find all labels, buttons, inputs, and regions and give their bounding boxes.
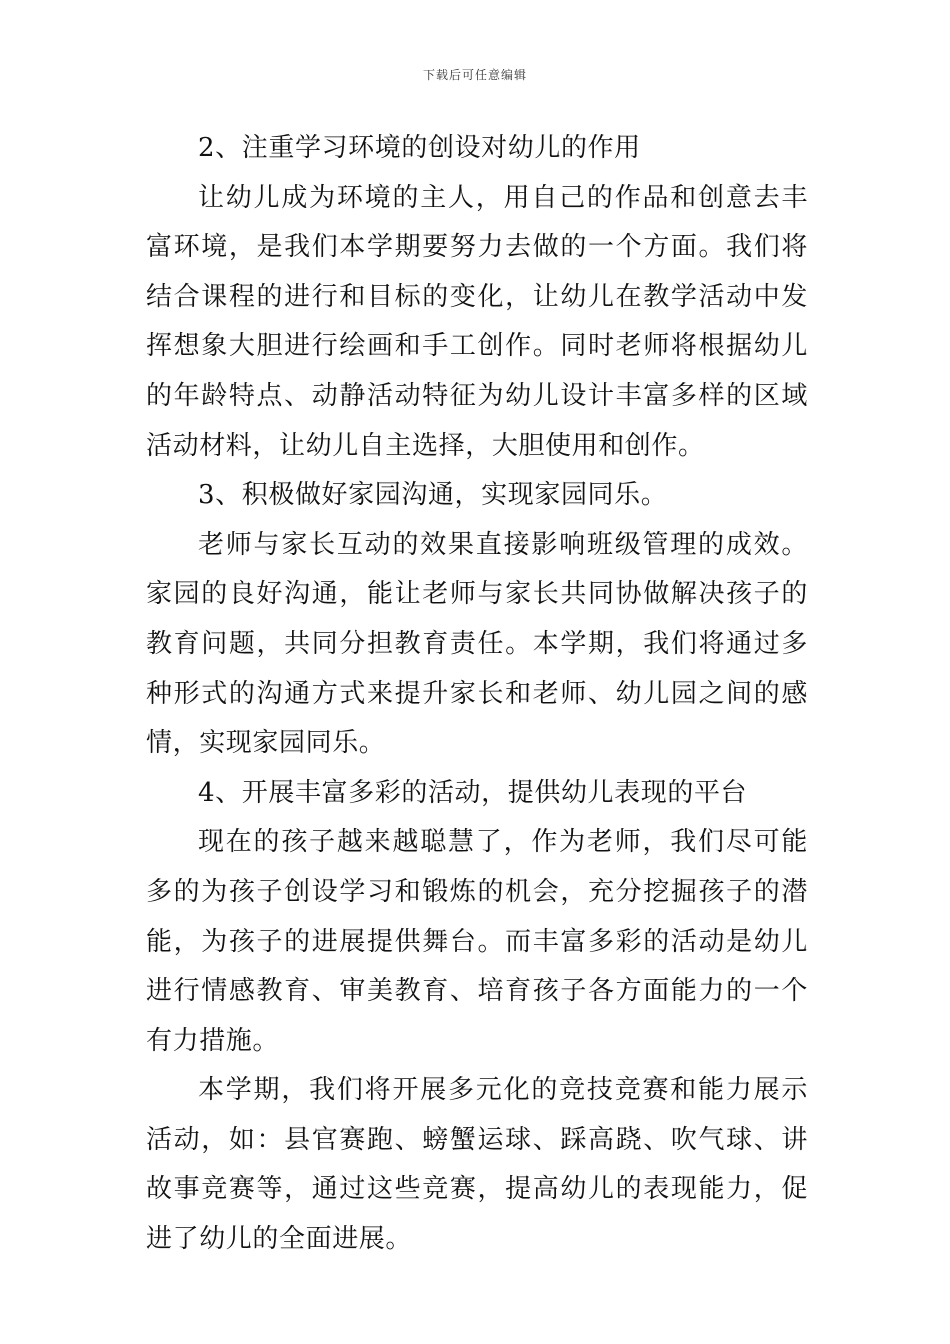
paragraph-home-school: 老师与家长互动的效果直接影响班级管理的成效。家园的良好沟通，能让老师与家长共同协做解决孩子的教育问题，共同分担教育责任。本学期，我们将通过多种形式的沟通方式来提升家长和老师、幼儿园之间的感情，实现家园同乐。 bbox=[146, 529, 808, 759]
document-body bbox=[146, 124, 808, 1265]
page-header: 下载后可任意编辑 bbox=[422, 68, 527, 82]
paragraph-activities: 现在的孩子越来越聪慧了，作为老师，我们尽可能多的为孩子创设学习和锻炼的机会，充分挖掘孩子的潜能，为孩子的进展提供舞台。而丰富多彩的活动是幼儿进行情感教育、审美教育、培育孩子各方面能力的一个有力措施。 bbox=[146, 827, 808, 1056]
paragraph-competitions: 本学期，我们将开展多元化的竞技竞赛和能力展示活动，如：县官赛跑、螃蟹运球、踩高跷、吹气球、讲故事竞赛等，通过这些竞赛，提高幼儿的表现能力，促进了幼儿的全面进展。 bbox=[146, 1075, 808, 1255]
section-heading-3: 3、积极做好家园沟通，实现家园同乐。 bbox=[198, 480, 668, 511]
section-heading-2: 2、注重学习环境的创设对幼儿的作用 bbox=[198, 133, 641, 163]
paragraph-environment: 让幼儿成为环境的主人，用自己的作品和创意去丰富环境，是我们本学期要努力去做的一个方面。我们将结合课程的进行和目标的变化，让幼儿在教学活动中发挥想象大胆进行绘画和手工创作。同时老师将根据幼儿的年龄特点、动静活动特征为幼儿设计丰富多样的区域活动材料，让幼儿自主选择，大胆使用和创作。 bbox=[146, 182, 808, 461]
section-heading-4: 4、开展丰富多彩的活动，提供幼儿表现的平台 bbox=[198, 777, 748, 808]
